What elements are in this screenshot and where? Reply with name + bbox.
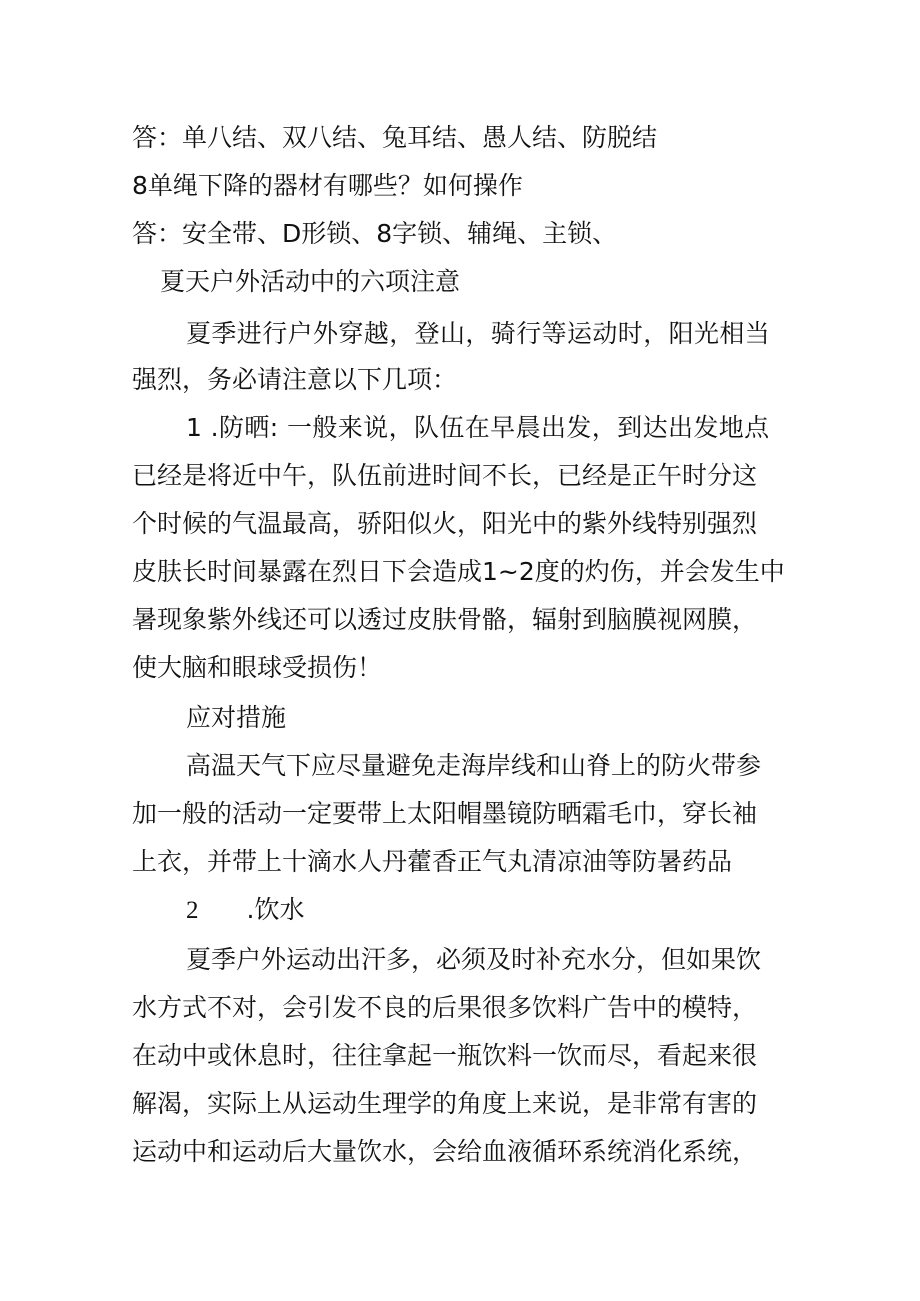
paragraph-line: 水方式不对，会引发不良的后果很多饮料广告中的模特， xyxy=(132,993,758,1022)
question-descent-equipment: 8单绳下降的器材有哪些？如何操作 xyxy=(132,171,523,200)
subheading-countermeasures: 应对措施 xyxy=(186,703,287,732)
list-item-label: .饮水 xyxy=(246,895,305,924)
paragraph-line: 强烈，务必请注意以下几项： xyxy=(132,365,458,394)
list-item-drinking-water xyxy=(186,890,304,930)
answer-knots: 答：单八结、双八结、兔耳结、愚人结、防脱结 xyxy=(132,123,658,152)
paragraph-line: 暑现象紫外线还可以透过皮肤骨骼，辐射到脑膜视网膜， xyxy=(132,605,758,634)
paragraph-line: 夏季户外运动出汗多，必须及时补充水分，但如果饮 xyxy=(186,945,762,974)
paragraph-line: 解渴，实际上从运动生理学的角度上来说，是非常有害的 xyxy=(132,1089,758,1118)
list-number: 2 xyxy=(186,897,199,924)
paragraph-line: 夏季进行户外穿越，登山，骑行等运动时，阳光相当 xyxy=(186,319,771,348)
paragraph-line: 上衣，并带上十滴水人丹藿香正气丸清凉油等防暑药品 xyxy=(132,847,733,876)
paragraph-line: 在动中或休息时，往往拿起一瓶饮料一饮而尽，看起来很 xyxy=(132,1041,758,1070)
paragraph-line: 高温天气下应尽量避免走海岸线和山脊上的防火带参 xyxy=(186,751,762,780)
list-item-sun-protection: 1 .防晒: 一般来说，队伍在早晨出发，到达出发地点 xyxy=(186,413,770,442)
answer-descent-equipment: 答：安全带、D形锁、8字锁、辅绳、主锁、 xyxy=(132,219,618,248)
paragraph-line: 已经是将近中午，队伍前进时间不长，已经是正午时分这 xyxy=(132,461,758,490)
section-title: 夏天户外活动中的六项注意 xyxy=(160,267,461,296)
paragraph-line: 加一般的活动一定要带上太阳帽墨镜防晒霜毛巾，穿长袖 xyxy=(132,799,758,828)
paragraph-line: 皮肤长时间暴露在烈日下会造成1~2度的灼伤，并会发生中 xyxy=(132,557,785,586)
paragraph-line: 运动中和运动后大量饮水，会给血液循环系统消化系统， xyxy=(132,1137,758,1166)
paragraph-line: 个时候的气温最高，骄阳似火，阳光中的紫外线特别强烈 xyxy=(132,509,758,538)
paragraph-line: 使大脑和眼球受损伤！ xyxy=(132,653,383,682)
